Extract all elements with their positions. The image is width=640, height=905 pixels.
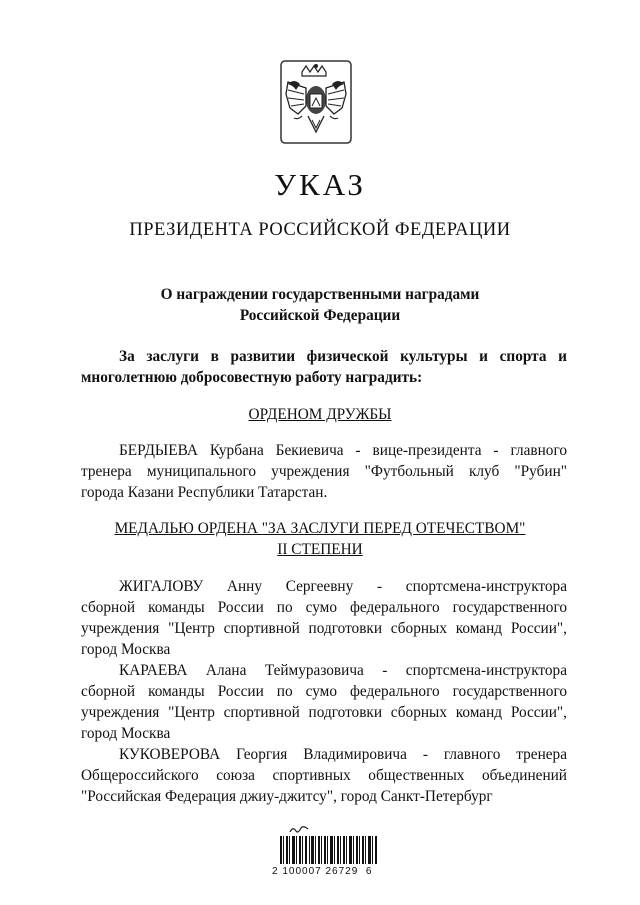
awardee-line: БЕРДЫЕВА Курбана Бекиевича - вице-президента - главного: [119, 442, 567, 459]
awardee-line: КУКОВЕРОВА Георгия Владимировича - главного тренера: [119, 746, 567, 763]
section-title-line: II СТЕПЕНИ: [277, 541, 363, 558]
handwritten-mark-icon: [288, 824, 310, 836]
decree-heading-line: Российской Федерации: [239, 307, 401, 324]
document-title: УКАЗ: [274, 167, 366, 202]
awardee-line: сборной команды России по сумо федерального государственного: [81, 683, 567, 700]
section-title-line: МЕДАЛЬЮ ОРДЕНА "ЗА ЗАСЛУГИ ПЕРЕД ОТЕЧЕСТВОМ": [114, 520, 526, 537]
section-title-medal: [0, 518, 640, 560]
document-subtitle: ПРЕЗИДЕНТА РОССИЙСКОЙ ФЕДЕРАЦИИ: [129, 220, 511, 240]
awardee-line: "Российская Федерация джиу-джитсу", город Санкт-Петербург: [81, 788, 493, 805]
awardee-line: сборной команды России по сумо федерального государственного: [81, 599, 567, 616]
awardee-paragraph: [81, 576, 567, 660]
intro-line: многолетнюю добросовестную работу наградить:: [81, 369, 423, 386]
barcode-number: 2 100007 26729 6: [272, 866, 373, 877]
awardee-line: город Москва: [81, 641, 171, 658]
awardee-paragraph: [81, 440, 567, 503]
awardee-line: тренера муниципального учреждения "Футбольный клуб "Рубин": [81, 463, 567, 480]
awardee-paragraph: [81, 660, 567, 744]
decree-heading-line: О награждении государственными наградами: [160, 286, 480, 303]
awardee-line: КАРАЕВА Алана Теймуразовича - спортсмена-инструктора: [119, 662, 567, 679]
barcode-icon: [278, 836, 378, 866]
decree-heading: [0, 284, 640, 326]
awardee-line: города Казани Республики Татарстан.: [81, 484, 328, 501]
intro-line: За заслуги в развитии физической культуры и спорта и: [119, 348, 567, 365]
awardee-line: город Москва: [81, 725, 171, 742]
section-title-line: ОРДЕНОМ ДРУЖБЫ: [248, 406, 392, 423]
awardee-line: ЖИГАЛОВУ Анну Сергеевну - спортсмена-инструктора: [119, 578, 567, 595]
coat-of-arms-icon: [278, 58, 354, 146]
awardee-line: учреждения "Центр спортивной подготовки сборных команд России",: [81, 704, 567, 721]
decree-intro: [81, 346, 567, 388]
awardee-line: учреждения "Центр спортивной подготовки сборных команд России",: [81, 620, 567, 637]
awardee-paragraph: [81, 744, 567, 807]
section-title-order-of-friendship: [0, 404, 640, 425]
awardee-line: Общероссийского союза спортивных общественных объединений: [81, 767, 567, 784]
